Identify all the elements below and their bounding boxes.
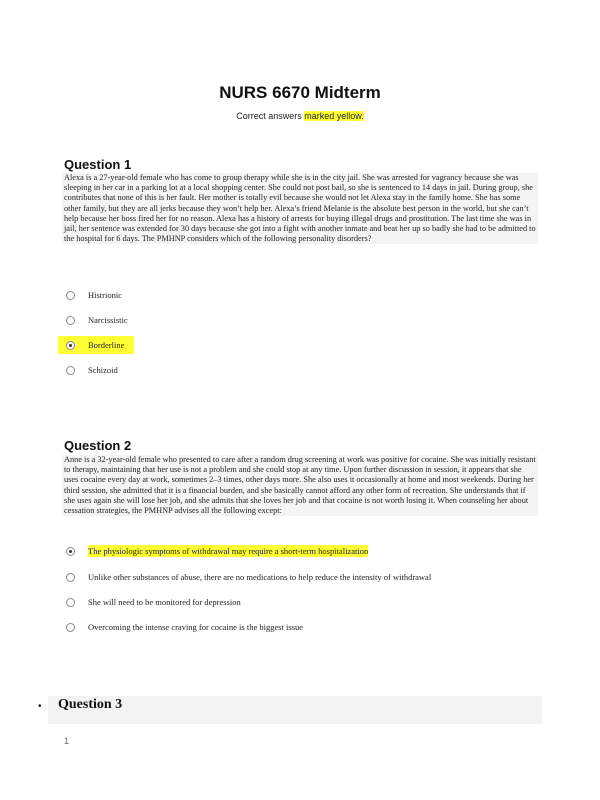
option-label: Borderline: [88, 340, 125, 350]
radio-selected-icon[interactable]: [66, 341, 75, 350]
option-label: The physiologic symptoms of withdrawal may require a short-term hospitalization: [88, 546, 369, 556]
radio-icon[interactable]: [66, 366, 75, 375]
question-1-heading: Question 1: [64, 157, 132, 172]
radio-selected-icon[interactable]: [66, 547, 75, 556]
page-title: NURS 6670 Midterm: [219, 83, 381, 102]
radio-icon[interactable]: [66, 598, 75, 607]
radio-icon[interactable]: [66, 623, 75, 632]
option-label: Schizoid: [88, 365, 118, 375]
option-label: She will need to be monitored for depression: [88, 597, 241, 607]
question-3-heading: Question 3: [58, 697, 123, 712]
option-label: Histrionic: [88, 290, 122, 300]
radio-icon[interactable]: [66, 316, 75, 325]
question-2-heading: Question 2: [64, 438, 132, 453]
option-label: Unlike other substances of abuse, there are no medications to help reduce the intensity of withdrawal: [88, 572, 432, 582]
radio-icon[interactable]: [66, 291, 75, 300]
subtitle-prefix: Correct answers: [236, 111, 305, 121]
question-1-text: Alexa is a 27-year-old female who has come to group therapy while she is in the city jail. She was arrested for vagrancy because she was sleeping in her car in a parking lot at a local shopping center. She could not post bail, so she is sentenced to 14 days in jail. During group, she contributes that none of this is her fault. Her mother is totally evil because she would not let Alexa stay in the family home. She has some other family, but they are all jerks because they won’t help her. Alexa’s friend Melanie is the absolute best person in the world, but she can’t help because her boss fired her for no reason. Alexa has a history of arrests for buying illegal drugs and prostitution. The last time she was in jail, her sentence was extended for 30 days because she got into a fight with another inmate and beat her up so badly she had to be admitted to the hospital for 6 days. The PMHNP considers which of the following personality disorders?: [62, 173, 538, 244]
subtitle-highlight: marked yellow.: [304, 111, 364, 121]
question-2-text: Anne is a 32-year-old female who presented to care after a random drug screening at work was positive for cocaine. She was initially resistant to therapy, maintaining that her use is not a problem and she could stop at any time. Upon further discussion in session, it appears that she uses cocaine every day at work, sometimes 2–3 times, other days more. She also uses it occasionally at home and most weekends. During her third session, she admitted that it is a financial burden, and she basically cannot afford any other form of recreation. She understands that if she uses again she will lose her job, and she admits that she loves her job and that cocaine is not worth losing it. When counseling her about cessation strategies, the PMHNP advises all the following except:: [62, 455, 538, 516]
page-subtitle: [0, 111, 600, 121]
bullet-icon: •: [38, 701, 42, 712]
option-label: Overcoming the intense craving for cocaine is the biggest issue: [88, 622, 304, 632]
option-label: Narcissistic: [88, 315, 128, 325]
radio-icon[interactable]: [66, 573, 75, 582]
page-number: 1: [64, 736, 70, 746]
